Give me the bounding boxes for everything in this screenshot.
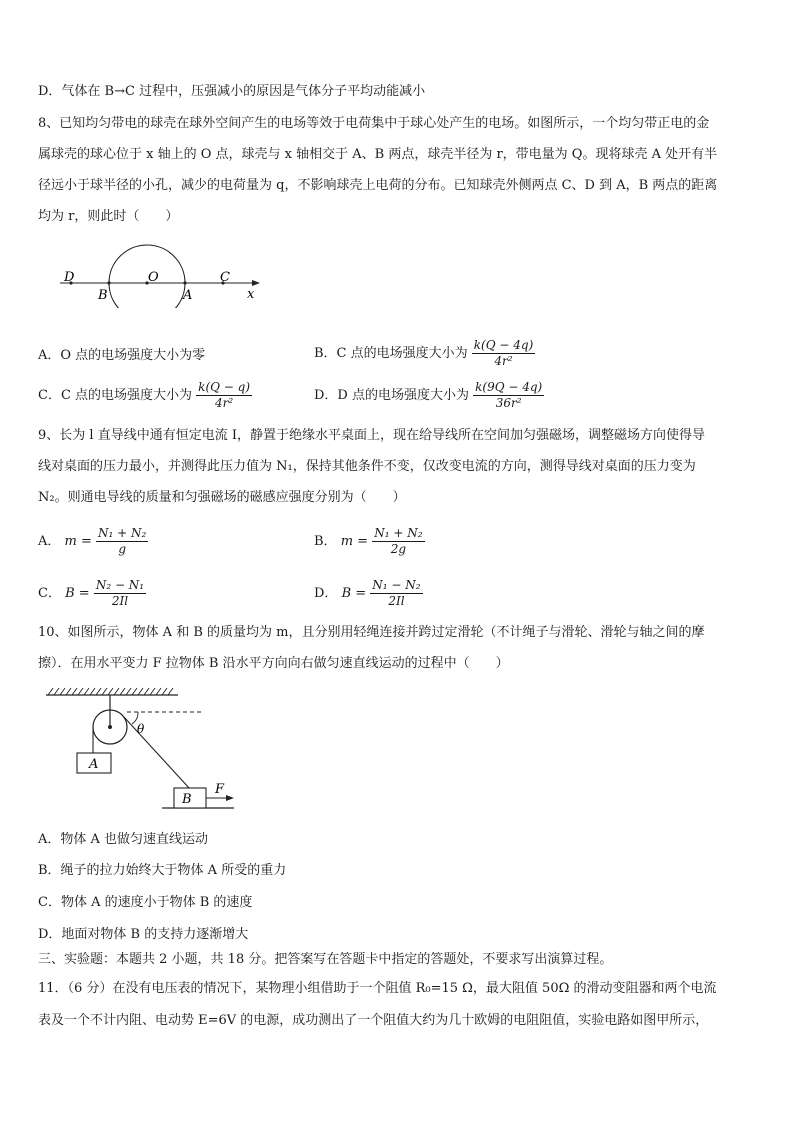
q10-block-a-label: A	[89, 757, 99, 772]
q10-block-b-label: B	[182, 792, 192, 807]
q10-force-f-label: F	[215, 782, 225, 797]
q8-label-o: O	[148, 270, 159, 285]
q9-option-d-fraction	[370, 578, 422, 609]
q8-label-a: A	[183, 288, 193, 303]
q9-option-c-denominator: 2Il	[111, 594, 129, 608]
q9-option-c-numerator: N₂ − N₁	[95, 578, 145, 592]
section-3-heading: 三、实验题：本题共 2 小题，共 18 分。把答案写在答题卡中指定的答题处，不要求写出演算过程。	[38, 952, 613, 967]
q8-label-b: B	[98, 288, 108, 303]
q8-label-d: D	[64, 270, 75, 285]
q9-option-d-lhs: B =	[341, 585, 367, 601]
q9-option-a-lhs: m =	[64, 533, 92, 549]
q8-stem-line-1: 8、已知均匀带电的球壳在球外空间产生的电场等效于电荷集中于球心处产生的电场。如图所示，一个均匀带正电的金	[38, 116, 710, 131]
q8-option-c-numerator: k(Q − q)	[198, 380, 251, 394]
q9-option-d-letter: D．	[314, 586, 338, 601]
q10-option-a: A．物体 A 也做匀速直线运动	[38, 832, 209, 847]
q8-option-b-numerator: k(Q − 4q)	[473, 338, 534, 352]
q9-option-c-letter: C．	[38, 586, 61, 601]
q9-option-b	[314, 526, 425, 557]
q8-stem-line-2: 属球壳的球心位于 x 轴上的 O 点，球壳与 x 轴相交于 A、B 两点，球壳半径为 r，带电量为 Q。现将球壳 A 处开有半	[38, 147, 718, 162]
q9-option-d-numerator: N₁ − N₂	[372, 578, 421, 592]
q10-option-d: D．地面对物体 B 的支持力逐渐增大	[38, 927, 249, 942]
q9-option-c-lhs: B =	[65, 585, 90, 601]
q8-option-d-text: D．D 点的电场强度大小为	[314, 388, 469, 403]
q10-stem-line-1: 10、如图所示，物体 A 和 B 的质量均为 m，且分别用轻绳连接并跨过定滑轮（不计绳子与滑轮、滑轮与轴之间的摩	[38, 625, 705, 640]
q10-option-c: C．物体 A 的速度小于物体 B 的速度	[38, 895, 253, 910]
q9-option-d	[314, 578, 423, 609]
q8-option-a: A．O 点的电场强度大小为零	[38, 348, 206, 363]
q9-stem-line-2: 线对桌面的压力最小，并测得此压力值为 N₁，保持其他条件不变，仅改变电流的方向，测得导线对桌面的压力变为	[38, 459, 696, 474]
q9-stem-line-3: N₂。则通电导线的质量和匀强磁场的磁感应强度分别为（ ）	[38, 490, 406, 505]
q10-theta-label: θ	[137, 722, 145, 736]
q7-option-d: D．气体在 B→C 过程中，压强减小的原因是气体分子平均动能减小	[38, 84, 426, 99]
q8-option-b-fraction	[472, 338, 535, 369]
q9-option-b-letter: B．	[314, 534, 337, 549]
q8-label-c: C	[220, 270, 230, 285]
q9-stem-line-1: 9、长为 l 直导线中通有恒定电流 I，静置于绝缘水平桌面上，现在给导线所在空间加匀强磁场，调整磁场方向使得导	[38, 428, 705, 443]
q9-option-c-fraction	[94, 578, 146, 609]
q8-option-d-denominator: 36r²	[495, 396, 522, 410]
q9-option-a-numerator: N₁ + N₂	[98, 526, 147, 540]
q8-option-c-fraction	[196, 380, 252, 411]
q10-pulley-figure	[40, 685, 240, 815]
q8-stem-line-4: 均为 r，则此时（ ）	[38, 209, 179, 224]
q11-stem-line-1: 11．（6 分）在没有电压表的情况下，某物理小组借助于一个阻值 R₀=15 Ω，最大阻值 50Ω 的滑动变阻器和两个电流	[38, 981, 717, 996]
q10-option-b: B．绳子的拉力始终大于物体 A 所受的重力	[38, 863, 287, 878]
q10-stem-line-2: 擦）．在用水平变力 F 拉物体 B 沿水平方向向右做匀速直线运动的过程中（ ）	[38, 656, 509, 671]
q9-option-a	[38, 526, 148, 557]
q8-stem-line-3: 径远小于球半径的小孔，减少的电荷量为 q，不影响球壳上电荷的分布。已知球壳外侧两点 C、D 到 A，B 两点的距离	[38, 178, 718, 193]
q9-option-c	[38, 578, 146, 609]
q8-option-b	[314, 338, 535, 369]
q8-option-b-denominator: 4r²	[494, 354, 513, 368]
q9-option-b-numerator: N₁ + N₂	[374, 526, 423, 540]
q11-stem-line-2: 表及一个不计内阻、电动势 E=6V 的电源，成功测出了一个阻值大约为几十欧姆的电阻阻值，实验电路如图甲所示，	[38, 1013, 709, 1028]
q9-option-a-fraction	[96, 526, 148, 557]
q8-option-c-text: C．C 点的电场强度大小为	[38, 388, 193, 403]
q8-option-b-text: B．C 点的电场强度大小为	[314, 346, 468, 361]
q8-sphere-figure	[56, 238, 276, 308]
q9-option-a-letter: A．	[38, 534, 61, 549]
q9-option-b-fraction	[372, 526, 424, 557]
q9-option-b-denominator: 2g	[390, 542, 407, 556]
q8-option-c-denominator: 4r²	[215, 396, 234, 410]
q9-option-b-lhs: m =	[340, 533, 369, 549]
q8-option-c	[38, 380, 252, 411]
q8-option-d-fraction	[473, 380, 544, 411]
q9-option-d-denominator: 2Il	[388, 594, 405, 608]
q9-option-a-denominator: g	[118, 542, 127, 556]
q8-option-d	[314, 380, 544, 411]
q8-option-d-numerator: k(9Q − 4q)	[475, 380, 543, 394]
q8-label-x: x	[247, 287, 255, 302]
